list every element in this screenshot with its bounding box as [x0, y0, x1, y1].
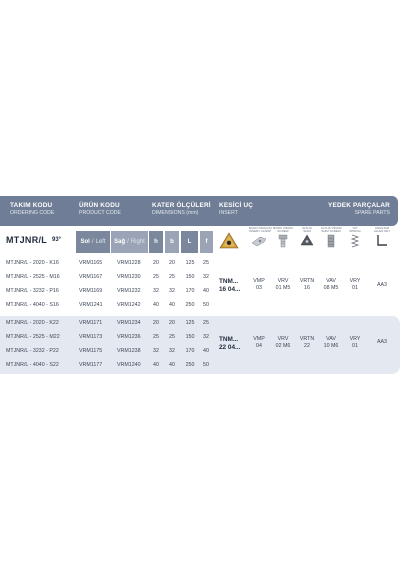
left-code-cell: VRM1167: [79, 274, 103, 280]
spring-shape: [350, 234, 360, 248]
right-code-cell: VRM1230: [117, 274, 141, 280]
header-spare-en: SPARE PARTS: [354, 210, 390, 216]
spare-size: 01: [352, 285, 358, 291]
column-b: [165, 231, 179, 253]
insert-code: [219, 278, 240, 294]
header-dimensions-en: DIMENSIONS (mm): [152, 210, 199, 216]
left-code-cell: VRM1241: [79, 302, 103, 308]
model-code: MTJNR/L: [6, 235, 48, 245]
spring-icon: [345, 227, 365, 253]
spare-size: 03: [256, 285, 262, 291]
right-code-cell: VRM1236: [117, 334, 141, 340]
header-insert: [219, 202, 253, 216]
f-cell: 32: [203, 274, 209, 280]
column-divider: /: [91, 239, 94, 245]
b-cell: 20: [169, 320, 175, 326]
right-code-cell: VRM1228: [117, 260, 141, 266]
header-dimensions: [152, 202, 211, 216]
column-l: [181, 231, 198, 253]
ordering-code-cell: MTJNR/L - 3232 - P16: [6, 288, 59, 294]
spare-code: VRTN: [299, 336, 315, 342]
left-code-cell: VRM1177: [79, 362, 103, 368]
shim-screw-icon: [321, 227, 341, 253]
header-yedek: YEDEK PARÇALAR: [328, 202, 390, 209]
h-cell: 25: [153, 274, 159, 280]
h-cell: 40: [153, 362, 159, 368]
left-code-cell: VRM1173: [79, 334, 103, 340]
left-code-cell: VRM1169: [79, 288, 103, 294]
h-cell: 32: [153, 288, 159, 294]
column-left-en: Left: [95, 239, 106, 245]
spare-shim: [294, 278, 320, 292]
l-cell: 170: [185, 288, 195, 294]
spare-code: AA3: [376, 339, 387, 345]
header-insert-en: INSERT: [219, 210, 238, 216]
shim-shape: [300, 234, 314, 247]
allen-key-label-tr: ANAHTAR: [374, 226, 390, 230]
right-code-cell: VRM1240: [117, 362, 141, 368]
spare-code: AA3: [376, 282, 387, 288]
spare-shim-screw: [318, 278, 344, 292]
spring-label-tr: YAY: [352, 226, 358, 230]
b-cell: 40: [169, 362, 175, 368]
spare-size: 10 M6: [323, 343, 339, 349]
table-row: [0, 299, 400, 312]
column-divider: /: [127, 239, 129, 245]
f-cell: 50: [203, 302, 209, 308]
spare-clamp: [246, 278, 272, 292]
header-kesici: KESİCİ UÇ: [219, 202, 254, 209]
spare-size: 01: [352, 343, 358, 349]
triangle-insert-icon: [219, 232, 239, 250]
table-row: [0, 317, 400, 330]
ordering-code-cell: MTJNR/L - 2525 - M22: [6, 334, 60, 340]
spare-code: VAV: [326, 336, 336, 342]
screw-label-tr: BASKI VİDASI: [273, 226, 293, 230]
h-cell: 40: [153, 302, 159, 308]
spare-code: VMP: [253, 336, 265, 342]
shim-icon: [297, 227, 317, 252]
right-code-cell: VRM1232: [117, 288, 141, 294]
shim-label-en: SHIM: [303, 229, 311, 234]
column-f-label: f: [205, 239, 208, 245]
ordering-code-cell: MTJNR/L - 2525 - M16: [6, 274, 60, 280]
header-ordering-code: [10, 202, 54, 216]
f-cell: 25: [203, 320, 209, 326]
spare-code: VRY: [349, 278, 361, 284]
f-cell: 40: [203, 348, 209, 354]
b-cell: 32: [169, 348, 175, 354]
right-code-cell: VRM1234: [117, 320, 141, 326]
left-code-cell: VRM1171: [79, 320, 103, 326]
header-kater: KATER ÖLÇÜLERİ: [152, 202, 211, 209]
ordering-code-cell: MTJNR/L - 4040 - S16: [6, 302, 59, 308]
spare-code: VAV: [326, 278, 336, 284]
spare-size: 08 M5: [323, 285, 339, 291]
clamp-label-en: INSERT CLAMP: [249, 229, 272, 234]
l-cell: 170: [185, 348, 195, 354]
insert-clamp-icon: [249, 226, 272, 252]
spare-code: VRTN: [299, 278, 315, 284]
insert-code-line1: TNM...: [219, 336, 239, 343]
group-22: [0, 316, 400, 374]
column-right: [111, 231, 148, 253]
shim-screw-label-tr: ALTLIK VİDASI: [321, 226, 342, 230]
b-cell: 25: [169, 274, 175, 280]
table-row: [0, 257, 400, 270]
l-cell: 150: [185, 334, 195, 340]
allen-key-shape: [375, 234, 389, 248]
ordering-code-cell: MTJNR/L - 2020 - K22: [6, 320, 59, 326]
l-cell: 150: [185, 274, 195, 280]
header-product-code: [79, 202, 121, 216]
allen-key-label-en: ALLEN KEY: [373, 229, 391, 234]
spare-code: VRV: [277, 336, 289, 342]
b-cell: 25: [169, 334, 175, 340]
screw-shape: [275, 234, 291, 248]
insert-code-line2: 22 04...: [219, 344, 241, 351]
h-cell: 32: [153, 348, 159, 354]
shim-screw-label-en: SHIM SCREW: [321, 229, 341, 234]
spare-allen-key: [369, 339, 395, 346]
l-cell: 250: [185, 362, 195, 368]
shim-label-tr: ALTLIK: [302, 226, 312, 230]
column-h-label: h: [154, 239, 158, 245]
screw-icon: [273, 227, 293, 253]
spare-screw: [270, 336, 296, 350]
column-sol: Sol: [80, 239, 90, 245]
clamp-label-tr: BASKI PARÇASI: [249, 226, 272, 230]
header-ordering-code-en: ORDERING CODE: [10, 210, 55, 216]
shim-screw-shape: [325, 234, 337, 248]
spare-spring: [342, 336, 368, 350]
model-angle: 93°: [52, 237, 62, 243]
f-cell: 25: [203, 260, 209, 266]
h-cell: 20: [153, 320, 159, 326]
spare-spring: [342, 278, 368, 292]
h-cell: 20: [153, 260, 159, 266]
ordering-code-cell: MTJNR/L - 3232 - P22: [6, 348, 59, 354]
column-l-label: L: [187, 239, 192, 245]
spring-label-en: SPRING: [349, 229, 361, 234]
spare-code: VRY: [349, 336, 361, 342]
allen-key-icon: [370, 227, 394, 253]
b-cell: 32: [169, 288, 175, 294]
h-cell: 25: [153, 334, 159, 340]
l-cell: 125: [185, 320, 195, 326]
header-urun-kodu: ÜRÜN KODU: [79, 202, 120, 209]
f-cell: 40: [203, 288, 209, 294]
b-cell: 40: [169, 302, 175, 308]
spare-size: 02 M6: [275, 343, 291, 349]
spare-size: 04: [256, 343, 262, 349]
column-f: [200, 231, 213, 253]
spare-clamp: [246, 336, 272, 350]
header-takim-kodu: TAKIM KODU: [10, 202, 53, 209]
spare-size: 01 M5: [275, 285, 291, 291]
l-cell: 125: [185, 260, 195, 266]
insert-code-line2: 16 04...: [219, 286, 241, 293]
spare-size: 22: [304, 343, 310, 349]
spare-screw: [270, 278, 296, 292]
spare-shim: [294, 336, 320, 350]
spare-code: VRV: [277, 278, 289, 284]
header-product-code-en: PRODUCT CODE: [79, 210, 121, 216]
column-h: [149, 231, 163, 253]
l-cell: 250: [185, 302, 195, 308]
insert-code-line1: TNM...: [219, 278, 239, 285]
header-spare-parts: [328, 202, 390, 216]
clamp-shape: [251, 235, 267, 247]
right-code-cell: VRM1242: [117, 302, 141, 308]
column-left: [76, 231, 110, 253]
table-row: [0, 359, 400, 372]
ordering-code-cell: MTJNR/L - 2020 - K16: [6, 260, 59, 266]
spare-shim-screw: [318, 336, 344, 350]
right-code-cell: VRM1238: [117, 348, 141, 354]
spare-size: 16: [304, 285, 310, 291]
column-right-en: Right: [130, 239, 145, 245]
insert-code: [219, 336, 240, 352]
screw-label-en: SCREW: [277, 229, 289, 234]
b-cell: 20: [169, 260, 175, 266]
left-code-cell: VRM1175: [79, 348, 103, 354]
table-header: [0, 196, 398, 226]
column-sag: Sağ: [114, 239, 126, 245]
group-16: [0, 257, 400, 315]
f-cell: 32: [203, 334, 209, 340]
ordering-code-cell: MTJNR/L - 4040 - S22: [6, 362, 59, 368]
left-code-cell: VRM1165: [79, 260, 103, 266]
spare-allen-key: [369, 282, 395, 289]
f-cell: 50: [203, 362, 209, 368]
column-b-label: b: [170, 239, 174, 245]
spare-code: VMP: [253, 278, 265, 284]
